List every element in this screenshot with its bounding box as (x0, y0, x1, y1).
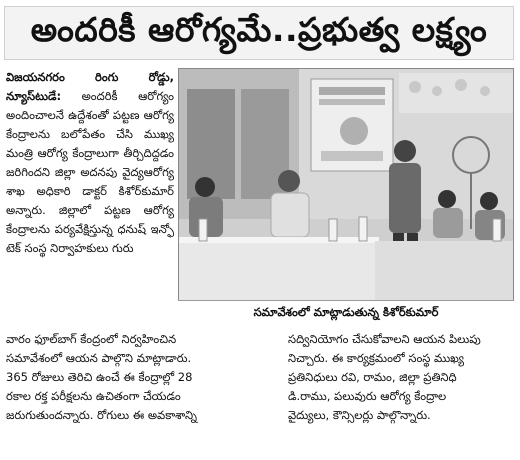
article-line: రకాల రక్త పరీక్షలను ఉచితంగా చేయడం (6, 389, 181, 403)
headline-box (4, 6, 514, 60)
article-line: డి.రాము, పలువురు ఆరోగ్య కేంద్రాల (288, 389, 447, 403)
article-left-column (6, 68, 174, 258)
article-line: సద్వినియోగం చేసుకోవాలని ఆయన పిలుపు (288, 332, 481, 346)
article-line: ప్రతినిధులు రవి, రామం, జిల్లా ప్రతినిధి (288, 370, 457, 384)
news-photo (178, 68, 514, 326)
article-line: వారం ఫూల్‌బాగ్ కేంద్రంలో నిర్వహించిన (6, 332, 177, 346)
article-line: వైద్యులు, కౌన్సిలర్లు పాల్గొన్నారు. (288, 408, 431, 422)
article-line: నిచ్చారు. ఈ కార్యక్రమంలో సంస్థ ముఖ్య (288, 351, 464, 365)
article-line: 365 రోజులు తెరిచి ఉంచే ఈ కేంద్రాల్లో 28 (6, 370, 193, 384)
article-dateline: విజయనగరం రింగు రోడ్డు, న్యూస్‌టుడే: (6, 70, 174, 103)
article-line: జరుగుతుందన్నారు. రోగులు ఈ అవకాశాన్ని (6, 408, 197, 422)
photo-caption: సమావేశంలో మాట్లాడుతున్న కిశోర్‌కుమార్ (178, 300, 514, 326)
article-line: సమావేశంలో ఆయన పాల్గొని మాట్లాడారు. (6, 351, 192, 365)
headline: అందరికీ ఆరోగ్యమే..ప్రభుత్వ లక్ష్యం (30, 9, 488, 49)
article-left-text: అందరికీ ఆరోగ్యం అందించాలనే ఉద్దేశంతో పట్టణ ఆరోగ్య కేంద్రాలను బలోపేతం చేసి ముఖ్య మంత్రి ఆరోగ్య కేంద్రాలుగా తీర్చిదిద్దడం జరిగిందని జిల్లా అదనపు వైద్యఆరోగ్య శాఖ అధికారి డాక్టర్ కిశోర్‌కుమార్ అన్నారు. జిల్లాలో పట్టణ ఆరోగ్య కేంద్రాలను పర్యవేక్షిస్తున్న ధనుష్ ఇన్ఫో టెక్ సంస్థ నిర్వాహకులు గురు (6, 89, 174, 255)
meeting-photo-icon (179, 69, 514, 326)
article-bottom-right (288, 330, 514, 425)
